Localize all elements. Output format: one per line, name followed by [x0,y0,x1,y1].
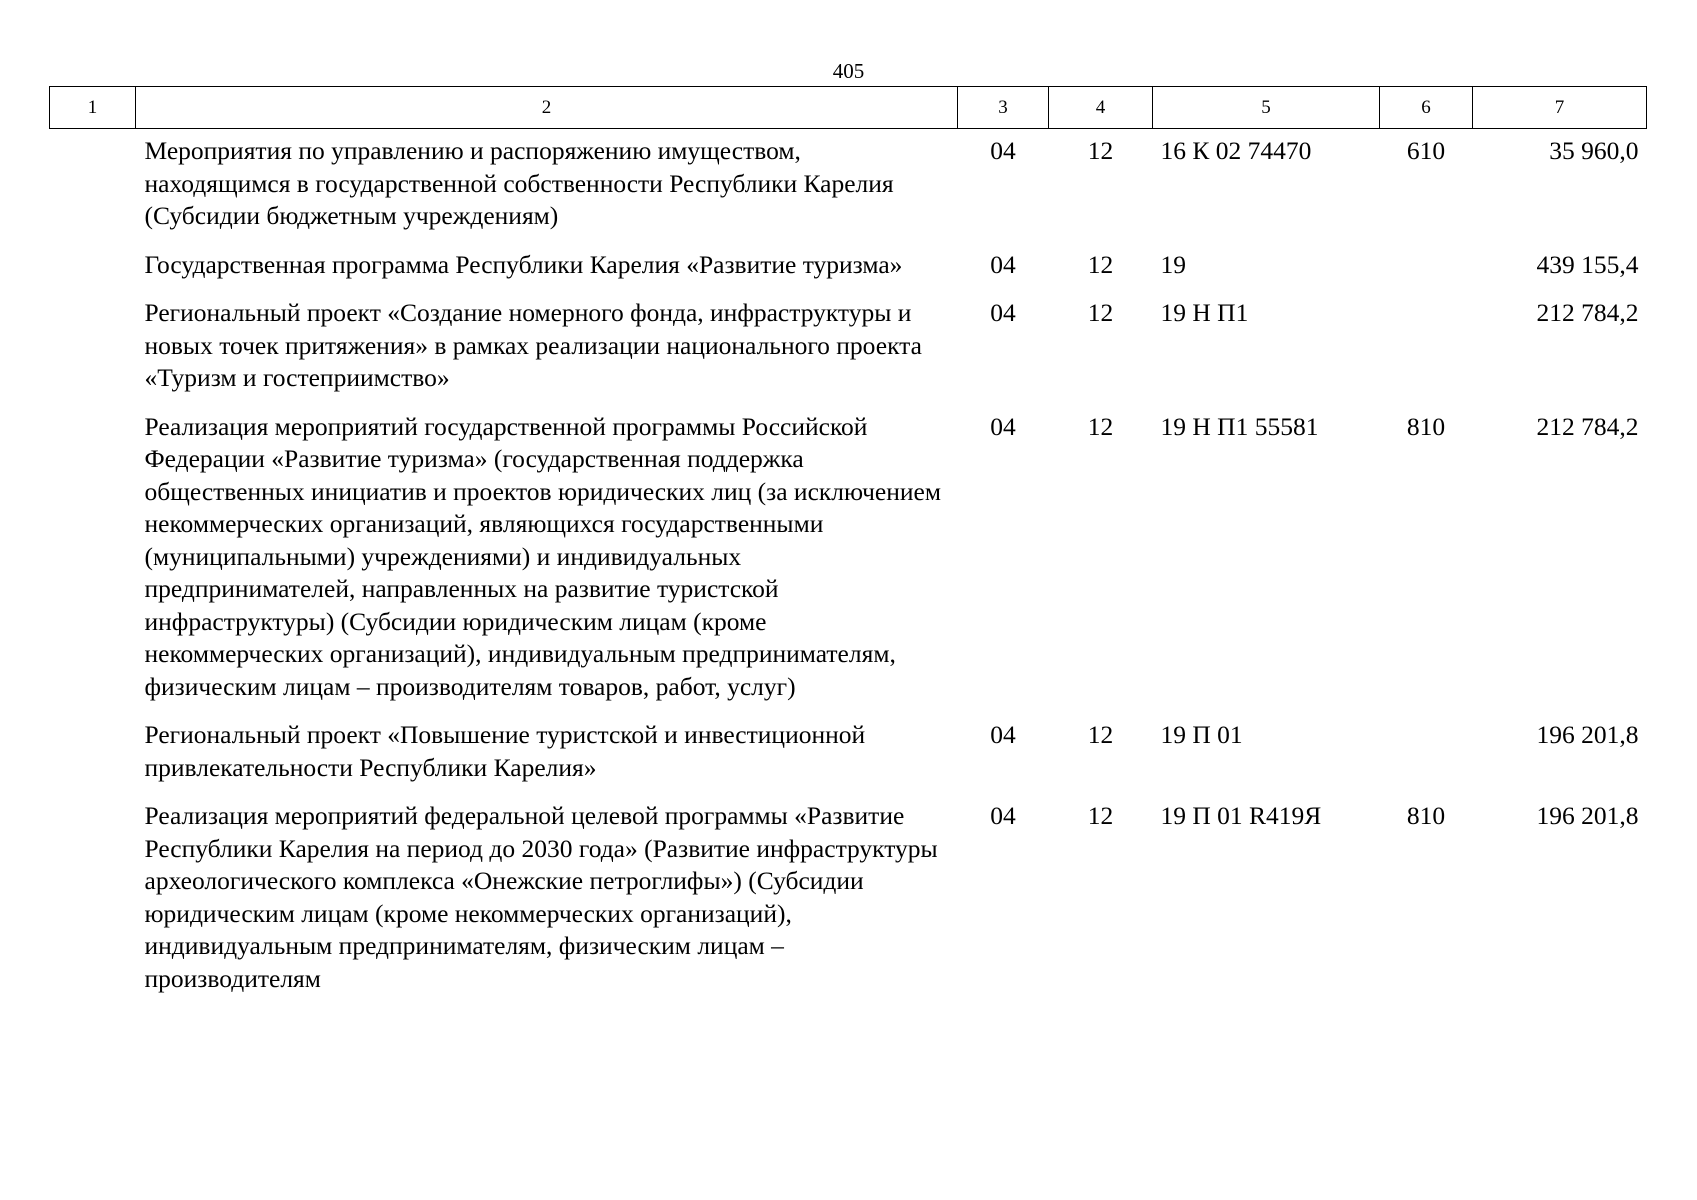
table-row [50,411,1647,720]
row-amount: 35 960,0 [1549,136,1639,165]
row-expense-type [1380,249,1473,298]
row-subsection: 12 [1087,249,1114,279]
row-section: 04 [990,411,1016,441]
table-row [50,719,1647,800]
row-number-cell [50,249,136,298]
page-number: 405 [832,59,865,83]
row-target-item: 19 П 01 [1160,720,1243,749]
row-expense-type: 610 [1406,136,1446,165]
header-col-2: 2 [136,87,958,129]
row-amount: 212 784,2 [1536,411,1639,441]
header-col-1: 1 [50,87,136,129]
row-target-item: 19 П 01 R419Я [1160,801,1322,830]
table-body [50,129,1647,1012]
table-row [50,800,1647,1011]
row-amount: 212 784,2 [1536,298,1639,327]
header-col-7: 7 [1473,87,1647,129]
row-target-item: 19 Н П1 55581 [1160,411,1319,441]
header-col-3: 3 [958,87,1049,129]
row-subsection: 12 [1087,136,1114,165]
row-expense-type: 810 [1406,411,1446,441]
row-number-cell [50,129,136,249]
row-number-cell [50,297,136,411]
header-col-4: 4 [1049,87,1153,129]
header-col-5: 5 [1153,87,1380,129]
row-amount: 196 201,8 [1536,720,1639,749]
row-section: 04 [990,801,1016,830]
header-col-6: 6 [1380,87,1473,129]
table-row [50,249,1647,298]
row-name: Мероприятия по управлению и распоряжению имуществом, находящимся в государственной собственности Республики Карелия (Субсидии бюджетным учреждениям) [144,136,894,230]
row-subsection: 12 [1087,298,1114,327]
row-section: 04 [990,720,1016,749]
row-section: 04 [990,136,1016,165]
row-number-cell [50,800,136,1011]
row-name: Государственная программа Республики Карелия «Развитие туризма» [144,249,903,279]
row-number-cell [50,719,136,800]
row-number-cell [50,411,136,720]
row-amount: 439 155,4 [1536,249,1639,279]
row-target-item: 19 [1160,249,1186,279]
table-header [50,87,1647,129]
row-section: 04 [990,249,1016,279]
row-name: Региональный проект «Повышение туристской и инвестиционной привлекательности Республики Карелия» [144,720,866,782]
row-name: Региональный проект «Создание номерного фонда, инфраструктуры и новых точек притяжения» в рамках реализации национального проекта «Туризм и гостеприимство» [144,298,922,392]
row-expense-type: 810 [1406,801,1446,830]
table-row [50,297,1647,411]
row-name: Реализация мероприятий государственной программы Российской Федерации «Развитие туризма» (государственная поддержка общественных инициатив и проектов юридических лиц (за исключением некоммерческих организаций, являющихся государственными (муниципальными) учреждениями) и индивидуальных предпринимателей, направленных на развитие туристской инфраструктуры) (Субсидии юридическим лицам (кроме некоммерческих организаций), индивидуальным предпринимателям, физическим лицам – производителям товаров, работ, услуг) [144,411,941,701]
row-name: Реализация мероприятий федеральной целевой программы «Развитие Республики Карелия на период до 2030 года» (Развитие инфраструктуры археологического комплекса «Онежские петроглифы») (Субсидии юридическим лицам (кроме некоммерческих организаций), индивидуальным предпринимателям, физическим лицам – производителям [144,801,938,993]
row-subsection: 12 [1087,720,1114,749]
row-subsection: 12 [1087,801,1114,830]
budget-table [49,86,1647,1011]
row-target-item: 16 К 02 74470 [1160,136,1312,165]
row-expense-type [1380,297,1473,411]
table-row [50,129,1647,249]
row-section: 04 [990,298,1016,327]
header-row [50,87,1647,129]
row-target-item: 19 Н П1 [1160,298,1249,327]
row-subsection: 12 [1087,411,1114,441]
row-expense-type [1380,719,1473,800]
row-amount: 196 201,8 [1536,801,1639,830]
